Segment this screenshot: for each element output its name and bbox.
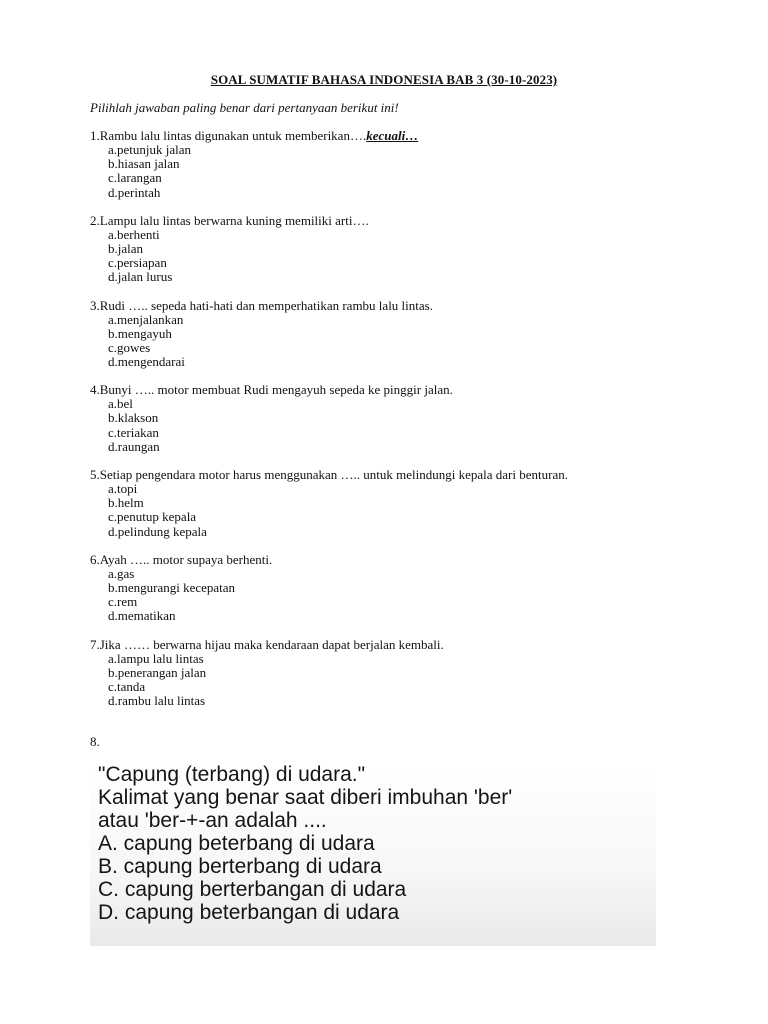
question-stem <box>90 129 690 143</box>
question-8-instruction: Kalimat yang benar saat diberi imbuhan 'ber' <box>98 786 513 809</box>
option-b: b.mengayuh <box>108 325 172 341</box>
option-d: d.perintah <box>108 184 161 200</box>
option-c: c.penutup kepala <box>108 509 197 525</box>
option-c: c.rem <box>108 594 138 610</box>
question-stem: 2.Lampu lalu lintas berwarna kuning memiliki arti…. <box>90 212 369 228</box>
page-title: SOAL SUMATIF BAHASA INDONESIA BAB 3 (30-10-2023) <box>210 72 558 87</box>
option-a: a.berhenti <box>108 226 160 242</box>
option-c: c.tanda <box>108 678 146 694</box>
question-stem: 3.Rudi ….. sepeda hati-hati dan memperhatikan rambu lalu lintas. <box>90 297 433 313</box>
option-d: d.rambu lalu lintas <box>108 693 206 709</box>
question-5 <box>90 468 690 539</box>
question-7 <box>90 638 690 709</box>
option-a: A. capung beterbang di udara <box>98 832 375 855</box>
option-c: c.gowes <box>108 339 151 355</box>
option-d: d.jalan lurus <box>108 269 173 285</box>
question-1 <box>90 129 690 200</box>
question-8-text <box>90 763 512 924</box>
option-c: C. capung berterbangan di udara <box>98 878 407 901</box>
option-b: b.mengurangi kecepatan <box>108 579 236 595</box>
option-b: b.hiasan jalan <box>108 156 180 172</box>
question-8-instruction: atau 'ber-+-an adalah .... <box>98 809 327 832</box>
question-2 <box>90 214 690 285</box>
option-a: a.petunjuk jalan <box>108 142 192 157</box>
question-8-prompt: "Capung (terbang) di udara." <box>98 763 366 786</box>
question-emphasis: kecuali… <box>366 128 419 143</box>
option-c: c.persiapan <box>108 255 167 271</box>
question-stem-text: 1.Rambu lalu lintas digunakan untuk memberikan…. <box>90 128 367 143</box>
question-6 <box>90 553 690 624</box>
instruction-text: Pilihlah jawaban paling benar dari pertanyaan berikut ini! <box>90 100 399 115</box>
question-list <box>90 129 690 722</box>
option-a: a.gas <box>108 565 135 581</box>
option-c: c.teriakan <box>108 424 159 440</box>
option-b: b.penerangan jalan <box>108 664 207 680</box>
option-list <box>90 652 690 709</box>
question-3 <box>90 299 690 370</box>
question-stem: 5.Setiap pengendara motor harus menggunakan ….. untuk melindungi kepala dari benturan. <box>90 467 568 482</box>
question-stem: 6.Ayah ….. motor supaya berhenti. <box>90 551 273 567</box>
option-b: b.klakson <box>108 410 159 426</box>
option-d: D. capung beterbangan di udara <box>98 901 400 924</box>
option-b: b.jalan <box>108 240 144 256</box>
question-4 <box>90 383 690 454</box>
option-a: a.lampu lalu lintas <box>108 650 204 666</box>
option-c: c.larangan <box>108 170 162 186</box>
option-list <box>90 567 690 624</box>
question-8-image <box>90 760 656 946</box>
option-b: B. capung berterbang di udara <box>98 855 382 878</box>
option-d: d.raungan <box>108 438 160 454</box>
option-d: d.pelindung kepala <box>108 523 207 539</box>
question-8-number: 8. <box>90 734 100 749</box>
question-stem: 4.Bunyi ….. motor membuat Rudi mengayuh sepeda ke pinggir jalan. <box>90 382 453 398</box>
option-d: d.mengendarai <box>108 354 185 370</box>
option-list <box>90 482 690 539</box>
option-d: d.mematikan <box>108 608 176 624</box>
option-list <box>90 143 690 200</box>
option-list <box>90 313 690 370</box>
option-b: b.helm <box>108 495 144 511</box>
option-a: a.topi <box>108 481 138 496</box>
question-stem: 7.Jika …… berwarna hijau maka kendaraan dapat berjalan kembali. <box>90 636 444 652</box>
option-a: a.menjalankan <box>108 311 184 327</box>
option-list <box>90 397 690 454</box>
option-list <box>90 228 690 285</box>
option-a: a.bel <box>108 396 133 412</box>
